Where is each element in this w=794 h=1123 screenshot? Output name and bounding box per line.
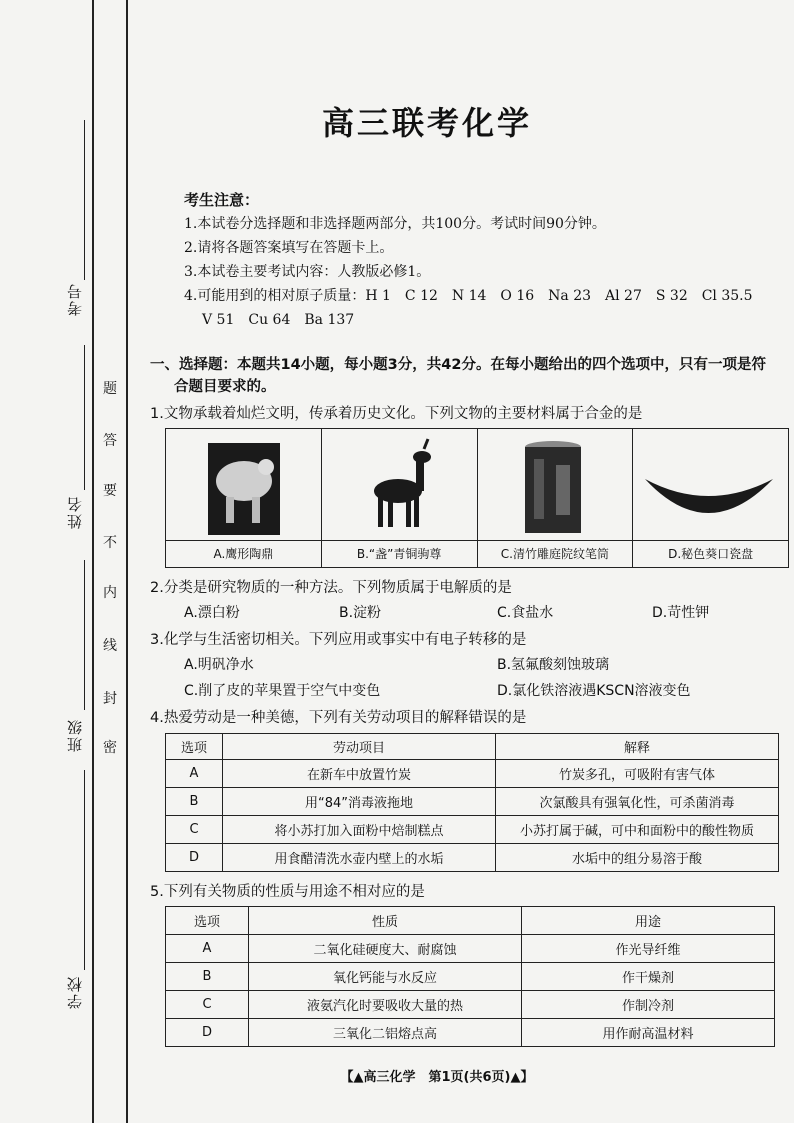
- q5-stem: 5.下列有关物质的性质与用途不相对应的是: [150, 884, 425, 900]
- q1-caption-b: B.“盏”青铜驹尊: [322, 540, 477, 567]
- seal-char: 封: [103, 691, 117, 707]
- q1-option-a: [166, 429, 322, 567]
- table-cell: 作光导纤维: [522, 935, 775, 963]
- q2-option-d: D.苛性钾: [652, 605, 710, 621]
- table-row: [166, 760, 779, 788]
- q3-option-c: C.削了皮的苹果置于空气中变色: [184, 683, 381, 699]
- exam-notice: [184, 188, 753, 332]
- table-cell: 小苏打属于碱，可中和面粉中的酸性物质: [496, 816, 779, 844]
- q1-caption-d: D.秘色葵口瓷盘: [633, 540, 788, 567]
- q1-option-b: [322, 429, 478, 567]
- q1-stem: 1.文物承载着灿烂文明，传承着历史文化。下列文物的主要材料属于合金的是: [150, 406, 643, 422]
- section-header: [150, 354, 790, 398]
- seal-char: 内: [103, 585, 117, 601]
- porcelain-plate-image: [633, 435, 783, 539]
- notice-item: 3.本试卷主要考试内容：人教版必修1。: [184, 264, 431, 280]
- table-row: [166, 963, 775, 991]
- name-line: [84, 345, 85, 490]
- q2-stem: 2.分类是研究物质的一种方法。下列物质属于电解质的是: [150, 580, 512, 596]
- binding-line-right: [126, 0, 128, 1123]
- table-cell: 将小苏打加入面粉中焙制糕点: [223, 816, 496, 844]
- table-header: 性质: [249, 907, 522, 935]
- table-cell: 二氧化硅硬度大、耐腐蚀: [249, 935, 522, 963]
- table-cell: B: [166, 788, 223, 816]
- notice-item: 2.请将各题答案填写在答题卡上。: [184, 240, 394, 256]
- school-label: 学校: [66, 975, 84, 1009]
- page-footer: 【▲高三化学 第1页(共6页)▲】: [340, 1070, 534, 1085]
- q3-option-d: D.氯化铁溶液遇KSCN溶液变色: [497, 683, 691, 699]
- bronze-horse-image: [322, 435, 472, 539]
- page-title: 高三联考化学: [321, 104, 532, 142]
- table-cell: C: [166, 991, 249, 1019]
- table-header: 劳动项目: [223, 734, 496, 760]
- table-cell: D: [166, 844, 223, 872]
- seal-char: 密: [103, 740, 117, 756]
- table-row: [166, 788, 779, 816]
- table-header-row: [166, 734, 779, 760]
- seal-char: 题: [103, 381, 117, 397]
- notice-heading: 考生注意：: [184, 191, 260, 209]
- exam-number-line: [84, 120, 85, 280]
- q4-stem: 4.热爱劳动是一种美德，下列有关劳动项目的解释错误的是: [150, 710, 527, 726]
- table-cell: 用作耐高温材料: [522, 1019, 775, 1047]
- q2-option-a: A.漂白粉: [184, 605, 240, 621]
- section-line-1: 一、选择题：本题共14小题，每小题3分，共42分。在每小题给出的四个选项中，只有一项是符: [150, 357, 766, 373]
- notice-item: 4.可能用到的相对原子质量：H 1 C 12 N 14 O 16 Na 23 Al 27 S 32 Cl 35.5: [184, 288, 753, 304]
- q1-option-c: [478, 429, 634, 567]
- table-cell: 在新车中放置竹炭: [223, 760, 496, 788]
- q5-table: [165, 906, 775, 1047]
- bamboo-brush-pot-image: [478, 435, 628, 539]
- table-header: 解释: [496, 734, 779, 760]
- table-cell: 液氨汽化时要吸收大量的热: [249, 991, 522, 1019]
- pottery-tripod-image: [166, 435, 316, 539]
- binding-line-left: [92, 0, 94, 1123]
- table-cell: 竹炭多孔，可吸附有害气体: [496, 760, 779, 788]
- seal-char: 线: [103, 638, 117, 654]
- q1-image-table: [165, 428, 789, 568]
- school-line: [84, 770, 85, 970]
- table-cell: 次氯酸具有强氧化性，可杀菌消毒: [496, 788, 779, 816]
- q2-options: [184, 602, 709, 622]
- q1-caption-c: C.清竹雕庭院纹笔筒: [478, 540, 633, 567]
- notice-item-continued: V 51 Cu 64 Ba 137: [202, 312, 355, 328]
- table-cell: 三氧化二铝熔点高: [249, 1019, 522, 1047]
- table-cell: 用食醋清洗水壶内壁上的水垢: [223, 844, 496, 872]
- seal-char: 答: [103, 433, 117, 449]
- table-row: [166, 844, 779, 872]
- table-cell: 水垢中的组分易溶于酸: [496, 844, 779, 872]
- table-header: 选项: [166, 907, 249, 935]
- exam-number-label: 考号: [66, 282, 84, 316]
- table-row: [166, 935, 775, 963]
- name-label: 姓名: [66, 495, 84, 529]
- table-row: [166, 1019, 775, 1047]
- table-row: [166, 816, 779, 844]
- notice-item: 1.本试卷分选择题和非选择题两部分，共100分。考试时间90分钟。: [184, 216, 606, 232]
- q3-options-row-1: [184, 654, 609, 674]
- q2-option-c: C.食盐水: [497, 605, 554, 621]
- q2-option-b: B.淀粉: [339, 605, 382, 621]
- table-cell: D: [166, 1019, 249, 1047]
- class-line: [84, 560, 85, 710]
- seal-char: 不: [103, 535, 117, 551]
- q3-stem: 3.化学与生活密切相关。下列应用或事实中有电子转移的是: [150, 632, 527, 648]
- table-cell: A: [166, 760, 223, 788]
- table-cell: C: [166, 816, 223, 844]
- table-header: 用途: [522, 907, 775, 935]
- q3-options-row-2: [184, 680, 691, 700]
- table-header-row: [166, 907, 775, 935]
- table-cell: B: [166, 963, 249, 991]
- table-row: [166, 991, 775, 1019]
- q4-table: [165, 733, 779, 872]
- seal-char: 要: [103, 483, 117, 499]
- q3-option-a: A.明矾净水: [184, 657, 254, 673]
- table-cell: 作制冷剂: [522, 991, 775, 1019]
- section-line-2: 合题目要求的。: [174, 379, 276, 395]
- class-label: 班级: [66, 718, 84, 752]
- table-cell: 用“84”消毒液拖地: [223, 788, 496, 816]
- table-cell: A: [166, 935, 249, 963]
- q1-caption-a: A.鹰形陶鼎: [166, 540, 321, 567]
- table-header: 选项: [166, 734, 223, 760]
- q3-option-b: B.氢氟酸刻蚀玻璃: [497, 657, 610, 673]
- table-cell: 氧化钙能与水反应: [249, 963, 522, 991]
- q1-option-d: [633, 429, 788, 567]
- table-cell: 作干燥剂: [522, 963, 775, 991]
